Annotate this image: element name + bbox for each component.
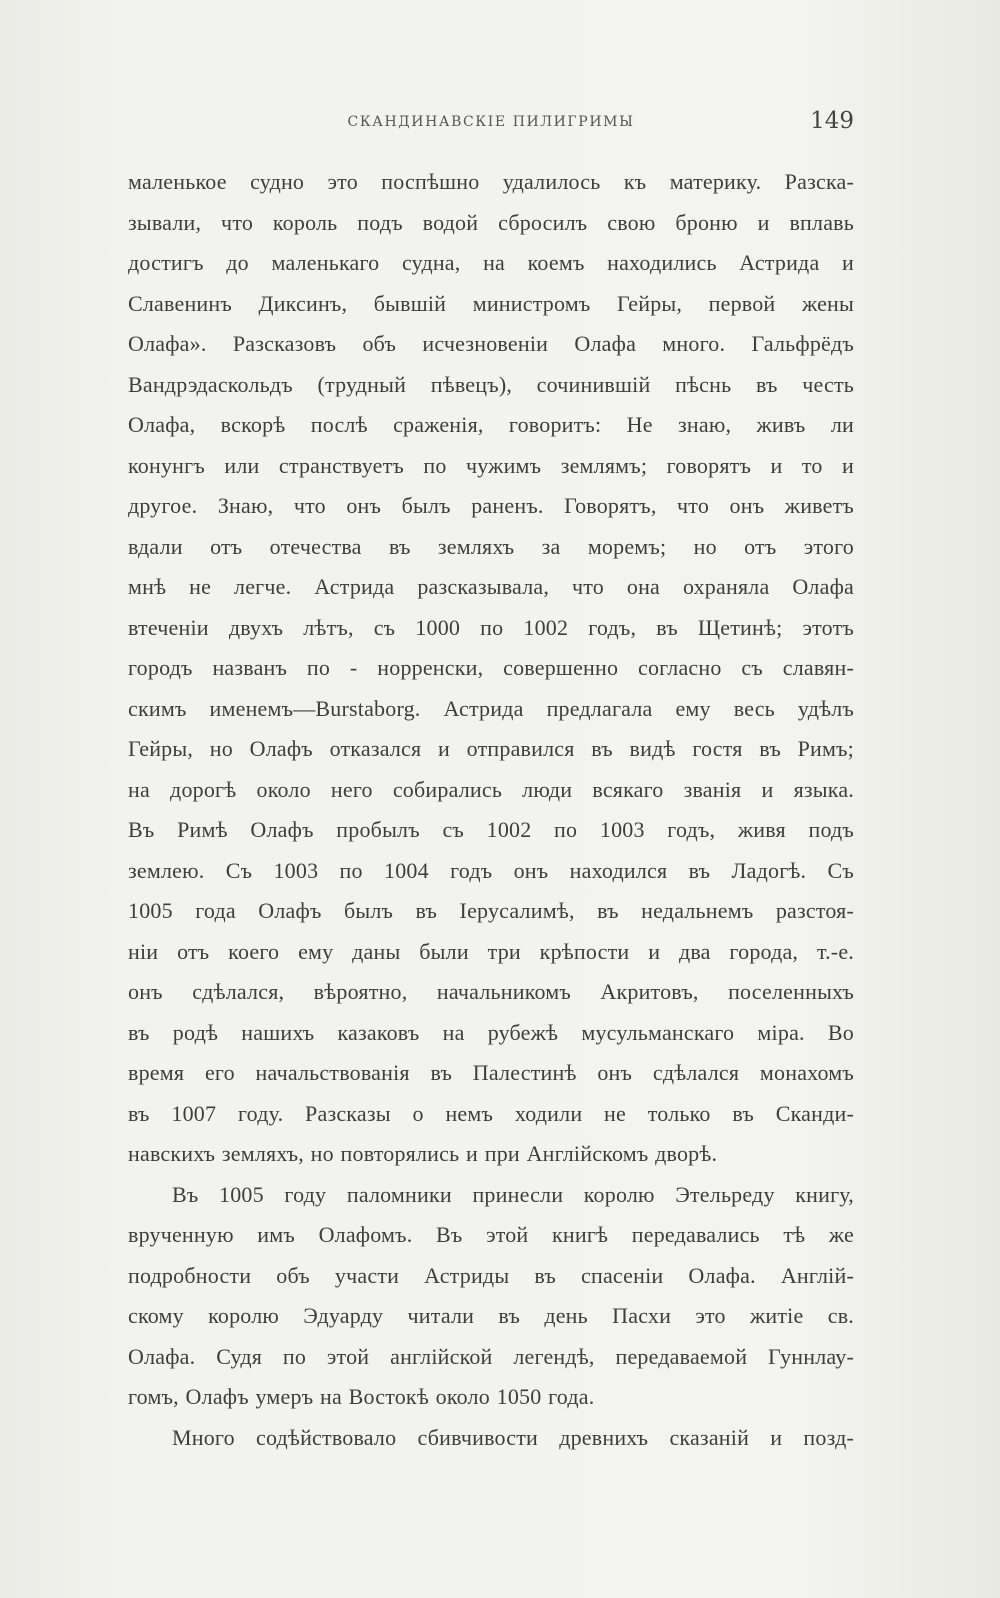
text-line: Олафа». Разсказовъ объ исчезновеніи Олафа много. Гальфрёдъ xyxy=(128,331,854,356)
text-line: втеченіи двухъ лѣтъ, съ 1000 по 1002 годъ, въ Щетинѣ; этотъ xyxy=(128,614,854,640)
text-line: подробности объ участи Астриды въ спасеніи Олафа. Англій- xyxy=(128,1262,854,1288)
text-line: въ родѣ нашихъ казаковъ на рубежѣ мусульманскаго міра. Во xyxy=(128,1019,854,1045)
text-line: другое. Знаю, что онъ былъ раненъ. Говорятъ, что онъ живетъ xyxy=(128,493,854,518)
text-line: конунгъ или странствуетъ по чужимъ землямъ; говорятъ и то и xyxy=(128,452,854,478)
text-line: достигъ до маленькаго судна, на коемъ находились Астрида и xyxy=(128,250,854,275)
text-line: городъ названъ по - норренски, совершенно согласно съ славян- xyxy=(128,655,854,680)
text-line: Вандрэдаскольдъ (трудный пѣвецъ), сочинившій пѣснь въ честь xyxy=(128,371,854,397)
running-head xyxy=(128,108,854,138)
text-line: Много содѣйствовало сбивчивости древнихъ сказаній и позд- xyxy=(172,1424,854,1450)
text-line: Олафа, вскорѣ послѣ сраженія, говоритъ: Не знаю, живъ ли xyxy=(128,412,854,437)
text-line: въ 1007 году. Разсказы о немъ ходили не только въ Сканди- xyxy=(128,1100,854,1126)
text-line: Олафа. Судя по этой англійской легендѣ, передаваемой Гуннлау- xyxy=(128,1343,854,1369)
text-line: мнѣ не легче. Астрида разсказывала, что она охраняла Олафа xyxy=(128,574,854,599)
text-line: зывали, что король подъ водой сбросилъ свою броню и вплавь xyxy=(128,209,854,235)
page-number: 149 xyxy=(810,108,854,134)
text-line: скимъ именемъ—Burstaborg. Астрида предлагала ему весь удѣлъ xyxy=(128,695,854,721)
text-line: скому королю Эдуарду читали въ день Пасхи это житіе св. xyxy=(128,1303,854,1328)
text-line: Въ 1005 году паломники принесли королю Этельреду книгу, xyxy=(172,1181,854,1207)
body-text xyxy=(128,162,854,1458)
text-line: вдали отъ отечества въ земляхъ за моремъ; но отъ этого xyxy=(128,533,854,559)
text-line: на дорогѣ около него собирались люди всякаго званія и языка. xyxy=(128,776,854,802)
text-line: Славенинъ Диксинъ, бывшій министромъ Гейры, первой жены xyxy=(128,290,854,316)
text-line: гомъ, Олафъ умеръ на Востокѣ около 1050 года. xyxy=(128,1384,595,1409)
text-line: время его начальствованія въ Палестинѣ онъ сдѣлался монахомъ xyxy=(128,1060,854,1085)
text-line: 1005 года Олафъ былъ въ Іерусалимѣ, въ недальнемъ разстоя- xyxy=(128,898,854,923)
text-line: Въ Римѣ Олафъ пробылъ съ 1002 по 1003 годъ, живя подъ xyxy=(128,817,854,842)
text-line: онъ сдѣлался, вѣроятно, начальникомъ Акритовъ, поселенныхъ xyxy=(128,979,854,1004)
text-line: землею. Съ 1003 по 1004 годъ онъ находился въ Ладогѣ. Съ xyxy=(128,857,854,883)
text-line: Гейры, но Олафъ отказался и отправился въ видѣ гостя въ Римъ; xyxy=(128,736,854,761)
running-title: СКАНДИНАВСКІЕ ПИЛИГРИМЫ xyxy=(347,114,635,130)
text-line: навскихъ земляхъ, но повторялись и при Англійскомъ дворѣ. xyxy=(128,1141,718,1166)
text-line: врученную имъ Олафомъ. Въ этой книгѣ передавались тѣ же xyxy=(128,1222,854,1247)
text-line: маленькое судно это поспѣшно удалилось къ материку. Разска- xyxy=(128,169,854,194)
text-line: ніи отъ коего ему даны были три крѣпости и два города, т.-е. xyxy=(128,938,854,964)
